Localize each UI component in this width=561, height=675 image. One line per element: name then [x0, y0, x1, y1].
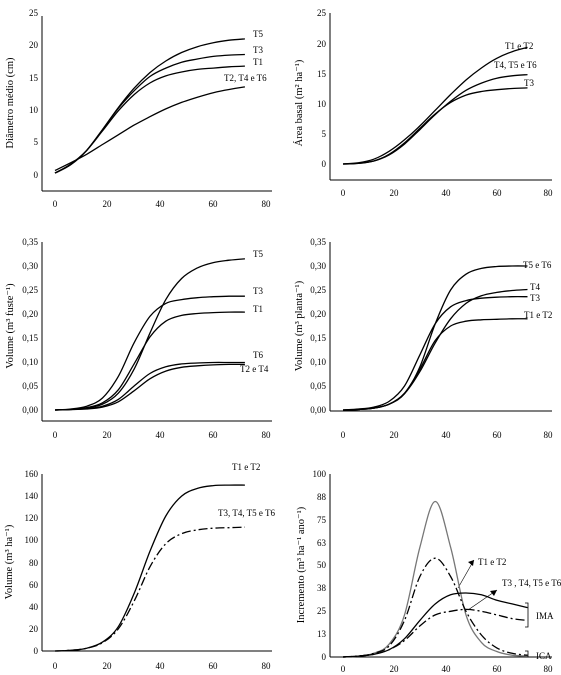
series-label-t4: T4 — [530, 282, 540, 292]
series-label-t3: T3 — [253, 286, 263, 296]
y-tick-label: 0,15 — [22, 333, 38, 343]
y-tick-label: 13 — [317, 629, 326, 639]
x-tick-label: 40 — [155, 430, 165, 440]
x-tick-label: 60 — [208, 661, 218, 671]
x-tick-label: 40 — [441, 188, 451, 198]
panel-basal-area — [293, 8, 553, 198]
series-line-4-1 — [55, 527, 245, 651]
series-line-2-2 — [55, 312, 245, 410]
y-tick-label: 0,00 — [310, 405, 326, 415]
x-tick-label: 80 — [543, 664, 553, 674]
y-tick-label: 50 — [317, 560, 326, 570]
y-axis-label: Volume (m³ ha⁻¹) — [4, 524, 15, 600]
panel-volume-plant — [294, 237, 553, 440]
y-axis-label: Incremento (m³ ha⁻¹ ano⁻¹) — [296, 506, 307, 624]
y-axis-label: Volume (m³ fuste⁻¹) — [5, 283, 16, 369]
y-axis-label: Área basal (m² ha⁻¹) — [294, 59, 305, 147]
series-label-t3: T3 — [524, 78, 534, 88]
y-tick-label: 5 — [33, 137, 38, 147]
y-tick-label: 0,20 — [310, 309, 326, 319]
annotation-ica: ICA — [536, 651, 552, 661]
y-tick-label: 0,25 — [310, 285, 326, 295]
series-line-3-1 — [343, 290, 528, 411]
y-tick-label: 0,35 — [22, 237, 38, 247]
series-label-t3: T3 — [530, 293, 540, 303]
x-tick-label: 60 — [208, 430, 218, 440]
series-line-5-2 — [343, 593, 528, 657]
x-tick-label: 60 — [208, 199, 218, 209]
y-tick-label: 0 — [33, 646, 38, 656]
x-tick-label: 20 — [389, 430, 399, 440]
y-tick-label: 0,10 — [310, 357, 326, 367]
series-label-t5: T5 — [253, 249, 263, 259]
y-tick-label: 20 — [29, 40, 38, 50]
y-tick-label: 0,25 — [22, 285, 38, 295]
y-tick-label: 25 — [317, 8, 326, 18]
series-label-t3: T3 — [253, 45, 263, 55]
y-tick-label: 0 — [33, 170, 38, 180]
y-tick-label: 0,30 — [22, 261, 38, 271]
y-tick-label: 160 — [24, 469, 38, 479]
series-line-5-1 — [343, 558, 528, 657]
annotation-ima: IMA — [536, 611, 554, 621]
series-label-t4-t5-t6: T4, T5 e T6 — [494, 60, 537, 70]
panel-diameter — [5, 8, 272, 209]
panel-increment — [296, 469, 561, 674]
x-tick-label: 40 — [155, 199, 165, 209]
series-line-2-1 — [55, 296, 245, 410]
panel-volume-stem — [5, 237, 272, 440]
y-tick-label: 0,10 — [22, 357, 38, 367]
x-tick-label: 60 — [492, 188, 502, 198]
series-label-t1-t2: T1 e T2 — [505, 41, 534, 51]
series-label-t1-t2: T1 e T2 — [524, 310, 553, 320]
series-line-0-3 — [55, 87, 245, 171]
series-label-t3-t4-t5-t6: T3, T4, T5 e T6 — [218, 508, 275, 518]
y-tick-label: 63 — [317, 538, 326, 548]
series-line-5-0 — [343, 502, 528, 658]
y-tick-label: 0,30 — [310, 261, 326, 271]
x-tick-label: 40 — [441, 664, 451, 674]
x-tick-label: 80 — [543, 430, 553, 440]
series-label-t5: T5 — [253, 29, 263, 39]
series-label-t1-t2: T1 e T2 — [232, 462, 261, 472]
series-label-t2-t4-t6: T2, T4 e T6 — [224, 73, 267, 83]
y-tick-label: 25 — [317, 606, 326, 616]
series-line-2-3 — [55, 362, 245, 410]
series-line-1-2 — [343, 88, 528, 164]
x-tick-label: 80 — [261, 199, 271, 209]
y-tick-label: 75 — [317, 515, 326, 525]
y-axis-label: Volume (m³ planta⁻¹) — [294, 280, 305, 372]
y-tick-label: 0 — [321, 652, 326, 662]
x-tick-label: 40 — [441, 430, 451, 440]
x-tick-label: 0 — [340, 430, 346, 440]
y-tick-label: 0,05 — [310, 381, 326, 391]
y-tick-label: 88 — [317, 492, 326, 502]
x-tick-label: 80 — [261, 430, 271, 440]
series-line-3-0 — [343, 266, 528, 410]
x-tick-label: 0 — [340, 664, 346, 674]
y-axis-label: Diâmetro médio (cm) — [5, 57, 16, 149]
y-tick-label: 5 — [321, 129, 326, 139]
y-tick-label: 38 — [317, 583, 326, 593]
y-tick-label: 20 — [29, 624, 38, 634]
y-tick-label: 10 — [317, 99, 326, 109]
y-tick-label: 0,05 — [22, 381, 38, 391]
x-tick-label: 0 — [52, 430, 58, 440]
y-tick-label: 0,00 — [22, 405, 38, 415]
series-label-t1: T1 — [253, 57, 263, 67]
x-tick-label: 80 — [261, 661, 271, 671]
series-line-3-2 — [343, 297, 528, 410]
series-label-t5-t6: T5 e T6 — [523, 260, 552, 270]
x-tick-label: 20 — [102, 661, 112, 671]
y-tick-label: 25 — [29, 8, 38, 18]
series-line-3-3 — [343, 319, 528, 410]
x-tick-label: 60 — [492, 430, 502, 440]
y-tick-label: 0,15 — [310, 333, 326, 343]
series-label-t6: T6 — [253, 350, 263, 360]
x-tick-label: 20 — [389, 664, 399, 674]
series-line-5-3 — [343, 609, 528, 657]
x-tick-label: 20 — [102, 430, 112, 440]
y-tick-label: 20 — [317, 39, 326, 49]
y-tick-label: 0,35 — [310, 237, 326, 247]
y-tick-label: 40 — [29, 602, 38, 612]
y-tick-label: 80 — [29, 558, 38, 568]
x-tick-label: 60 — [492, 664, 502, 674]
series-line-2-4 — [55, 364, 245, 410]
y-tick-label: 15 — [29, 73, 38, 83]
y-tick-label: 100 — [312, 469, 326, 479]
series-line-0-2 — [55, 66, 245, 173]
panel-volume-hectare — [4, 462, 275, 671]
y-tick-label: 60 — [29, 580, 38, 590]
y-tick-label: 100 — [24, 535, 38, 545]
series-label-t1: T1 — [253, 304, 263, 314]
y-tick-label: 120 — [24, 513, 38, 523]
x-tick-label: 80 — [543, 188, 553, 198]
series-label-t2-t4: T2 e T4 — [240, 364, 269, 374]
y-tick-label: 140 — [24, 491, 38, 501]
y-tick-label: 10 — [29, 105, 38, 115]
series-line-1-1 — [343, 75, 528, 164]
x-tick-label: 0 — [52, 661, 58, 671]
arrow-head — [490, 590, 497, 596]
x-tick-label: 0 — [52, 199, 58, 209]
y-tick-label: 0 — [321, 159, 326, 169]
y-tick-label: 15 — [317, 69, 326, 79]
y-tick-label: 0,20 — [22, 309, 38, 319]
series-line-2-0 — [55, 259, 245, 410]
x-tick-label: 0 — [340, 188, 346, 198]
x-tick-label: 40 — [155, 661, 165, 671]
x-tick-label: 20 — [102, 199, 112, 209]
x-tick-label: 20 — [389, 188, 399, 198]
annotation-t1-t2: T1 e T2 — [478, 557, 507, 567]
annotation-t3-t6: T3 , T4, T5 e T6 — [502, 578, 561, 588]
